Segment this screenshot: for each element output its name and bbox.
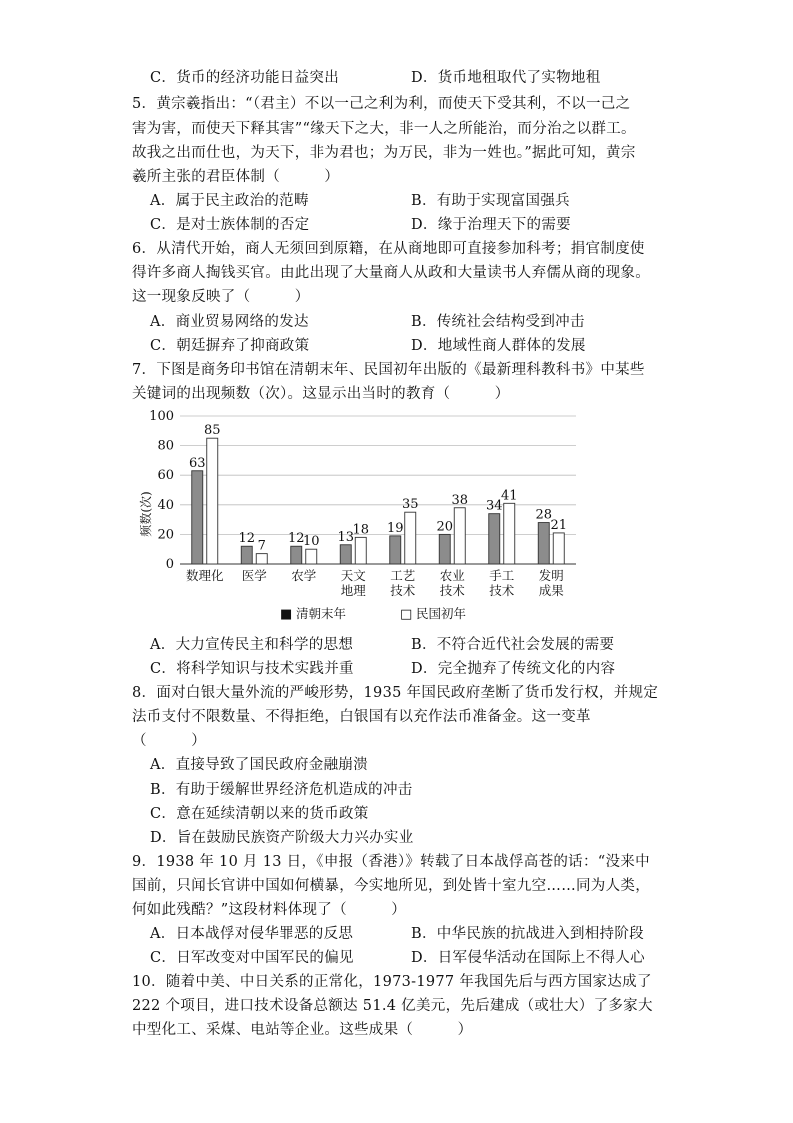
data-label: 35: [401, 497, 419, 513]
data-label: 63: [188, 455, 206, 471]
q8-option-c[interactable]: C．意在延续清朝以来的货币政策: [150, 806, 369, 822]
x-tick-label: 手工: [489, 568, 515, 583]
q8-stem-line: （ ）: [132, 733, 206, 749]
q8-option-a[interactable]: A．直接导致了国民政府金融崩溃: [150, 757, 368, 773]
legend-label: 民国初年: [416, 606, 467, 621]
q8-stem-line: 8．面对白银大量外流的严峻形势，1935 年国民政府垄断了货币发行权，并规定: [132, 685, 659, 701]
x-tick-label: 成果: [538, 583, 564, 598]
data-label: 41: [500, 488, 518, 504]
legend-swatch: ■: [280, 607, 293, 622]
data-label: 28: [535, 507, 553, 523]
bar-minguo: [355, 537, 366, 564]
data-label: 19: [386, 520, 404, 536]
q10-stem-line: 10．随着中美、中日关系的正常化，1973-1977 年我国先后与西方国家达成了: [132, 974, 652, 990]
q6-option-d[interactable]: D．地域性商人群体的发展: [411, 338, 586, 354]
bar-qing: [439, 534, 450, 564]
bar-minguo: [256, 554, 267, 564]
q7-option-b[interactable]: B．不符合近代社会发展的需要: [411, 637, 615, 653]
q9-stem-line: 9．1938 年 10 月 13 日，《申报（香港）》转载了日本战俘高苍的话：“没来中: [132, 854, 650, 870]
q7-stem-line: 关键词的出现频数（次）。这显示出当时的教育（ ）: [132, 386, 510, 402]
q6-stem-line: 6．从清代开始，商人无须回到原籍，在从商地即可直接参加科考；捐官制度使: [132, 241, 645, 257]
q10-stem-line: 中型化工、采煤、电站等企业。这些成果（ ）: [132, 1022, 473, 1038]
q7-option-c[interactable]: C．将科学知识与技术实践并重: [150, 661, 354, 677]
q9-stem-line: 国前，只闻长官讲中国如何横暴，今实地所见，到处皆十室九空……同为人类，: [132, 878, 650, 894]
q7-stem-line: 7．下图是商务印书馆在清朝末年、民国初年出版的《最新理科教科书》中某些: [132, 362, 645, 378]
q9-stem-line: 何如此残酷？”这段材料体现了（ ）: [132, 902, 407, 918]
data-label: 18: [352, 522, 370, 538]
x-tick-label: 技术: [439, 583, 465, 598]
q4-option-c[interactable]: C．货币的经济功能日益突出: [150, 70, 339, 86]
x-tick-label: 技术: [390, 583, 416, 598]
bar-qing: [538, 523, 549, 564]
q5-option-a[interactable]: A．属于民主政治的范畴: [150, 193, 309, 209]
q8-stem-line: 法币支付不限数量、不得拒绝，白银国有以充作法币准备金。这一变革: [132, 709, 591, 725]
q4-option-d[interactable]: D．货币地租取代了实物地租: [411, 70, 601, 86]
x-tick-label: 天文: [340, 568, 366, 583]
bar-qing: [291, 546, 302, 564]
x-tick-label: 农学: [291, 568, 317, 583]
q5-option-b[interactable]: B．有助于实现富国强兵: [411, 193, 570, 209]
y-tick-label: 100: [149, 409, 174, 424]
bar-minguo: [454, 508, 465, 564]
q7-option-a[interactable]: A．大力宣传民主和科学的思想: [150, 637, 354, 653]
data-label: 12: [238, 531, 256, 547]
bar-qing: [241, 546, 252, 564]
data-label: 38: [451, 492, 469, 508]
data-label: 34: [485, 498, 503, 514]
x-tick-label: 发明: [538, 568, 564, 583]
bar-minguo: [405, 512, 416, 564]
q8-option-d[interactable]: D．旨在鼓励民族资产阶级大力兴办实业: [150, 830, 414, 846]
data-label: 85: [203, 423, 221, 439]
x-tick-label: 数理化: [185, 568, 224, 583]
q5-stem-line: 5．黄宗羲指出：“（君主）不以一己之利为利，而使天下受其利，不以一己之: [132, 96, 631, 112]
data-label: 21: [550, 517, 568, 533]
y-tick-label: 80: [157, 438, 174, 454]
x-tick-label: 工艺: [390, 568, 416, 583]
x-tick-label: 医学: [241, 568, 267, 583]
bar-minguo: [207, 438, 218, 564]
legend-label: 清朝末年: [296, 606, 347, 621]
bar-minguo: [504, 503, 515, 564]
q8-option-b[interactable]: B．有助于缓解世界经济危机造成的冲击: [150, 782, 413, 798]
q6-option-c[interactable]: C．朝廷摒弃了抑商政策: [150, 338, 310, 354]
q9-option-d[interactable]: D．日军侵华活动在国际上不得人心: [411, 950, 645, 966]
x-tick-label: 地理: [340, 583, 366, 598]
y-tick-label: 0: [165, 557, 174, 572]
data-label: 13: [337, 529, 355, 545]
y-tick-label: 40: [157, 497, 174, 513]
q7-option-d[interactable]: D．完全抛弃了传统文化的内容: [411, 661, 616, 677]
q9-option-a[interactable]: A．日本战俘对侵华罪恶的反思: [150, 926, 354, 942]
q10-stem-line: 222 个项目，进口技术设备总额达 51.4 亿美元，先后建成（或壮大）了多家大: [132, 998, 653, 1014]
x-tick-label: 技术: [489, 583, 515, 598]
q9-option-b[interactable]: B．中华民族的抗战进入到相持阶段: [411, 926, 644, 942]
data-label: 20: [436, 519, 454, 535]
bar-qing: [489, 514, 500, 564]
x-tick-label: 农业: [439, 568, 465, 583]
q5-stem-line: 羲所主张的君臣体制（ ）: [132, 169, 340, 185]
data-label: 12: [287, 531, 305, 547]
q6-stem-line: 这一现象反映了（ ）: [132, 289, 310, 305]
y-tick-label: 60: [157, 468, 174, 484]
data-label: 7: [257, 538, 266, 554]
bar-minguo: [306, 549, 317, 564]
bar-minguo: [553, 533, 564, 564]
q5-stem-line: 故我之出而仕也，为天下，非为君也；为万民，非为一姓也。”据此可知，黄宗: [132, 145, 636, 161]
bar-qing: [192, 471, 203, 564]
q6-stem-line: 得许多商人掏钱买官。由此出现了大量商人从政和大量读书人弃儒从商的现象。: [132, 265, 650, 281]
bar-qing: [340, 545, 351, 564]
q5-stem-line: 害为害，而使天下释其害”“缘天下之大，非一人之所能治，而分治之以群工。: [132, 121, 636, 137]
keyword-frequency-bar-chart: [132, 404, 602, 632]
q9-option-c[interactable]: C．日军改变对中国军民的偏见: [150, 950, 354, 966]
data-label: 10: [302, 534, 320, 550]
q5-option-c[interactable]: C．是对士族体制的否定: [150, 217, 310, 233]
y-axis-label: 频数(次): [139, 491, 153, 537]
q6-option-a[interactable]: A．商业贸易网络的发达: [150, 314, 309, 330]
bar-qing: [390, 536, 401, 564]
q5-option-d[interactable]: D．缘于治理天下的需要: [411, 217, 571, 233]
y-tick-label: 20: [157, 527, 174, 543]
q6-option-b[interactable]: B．传统社会结构受到冲击: [411, 314, 585, 330]
legend-swatch: □: [400, 607, 413, 622]
